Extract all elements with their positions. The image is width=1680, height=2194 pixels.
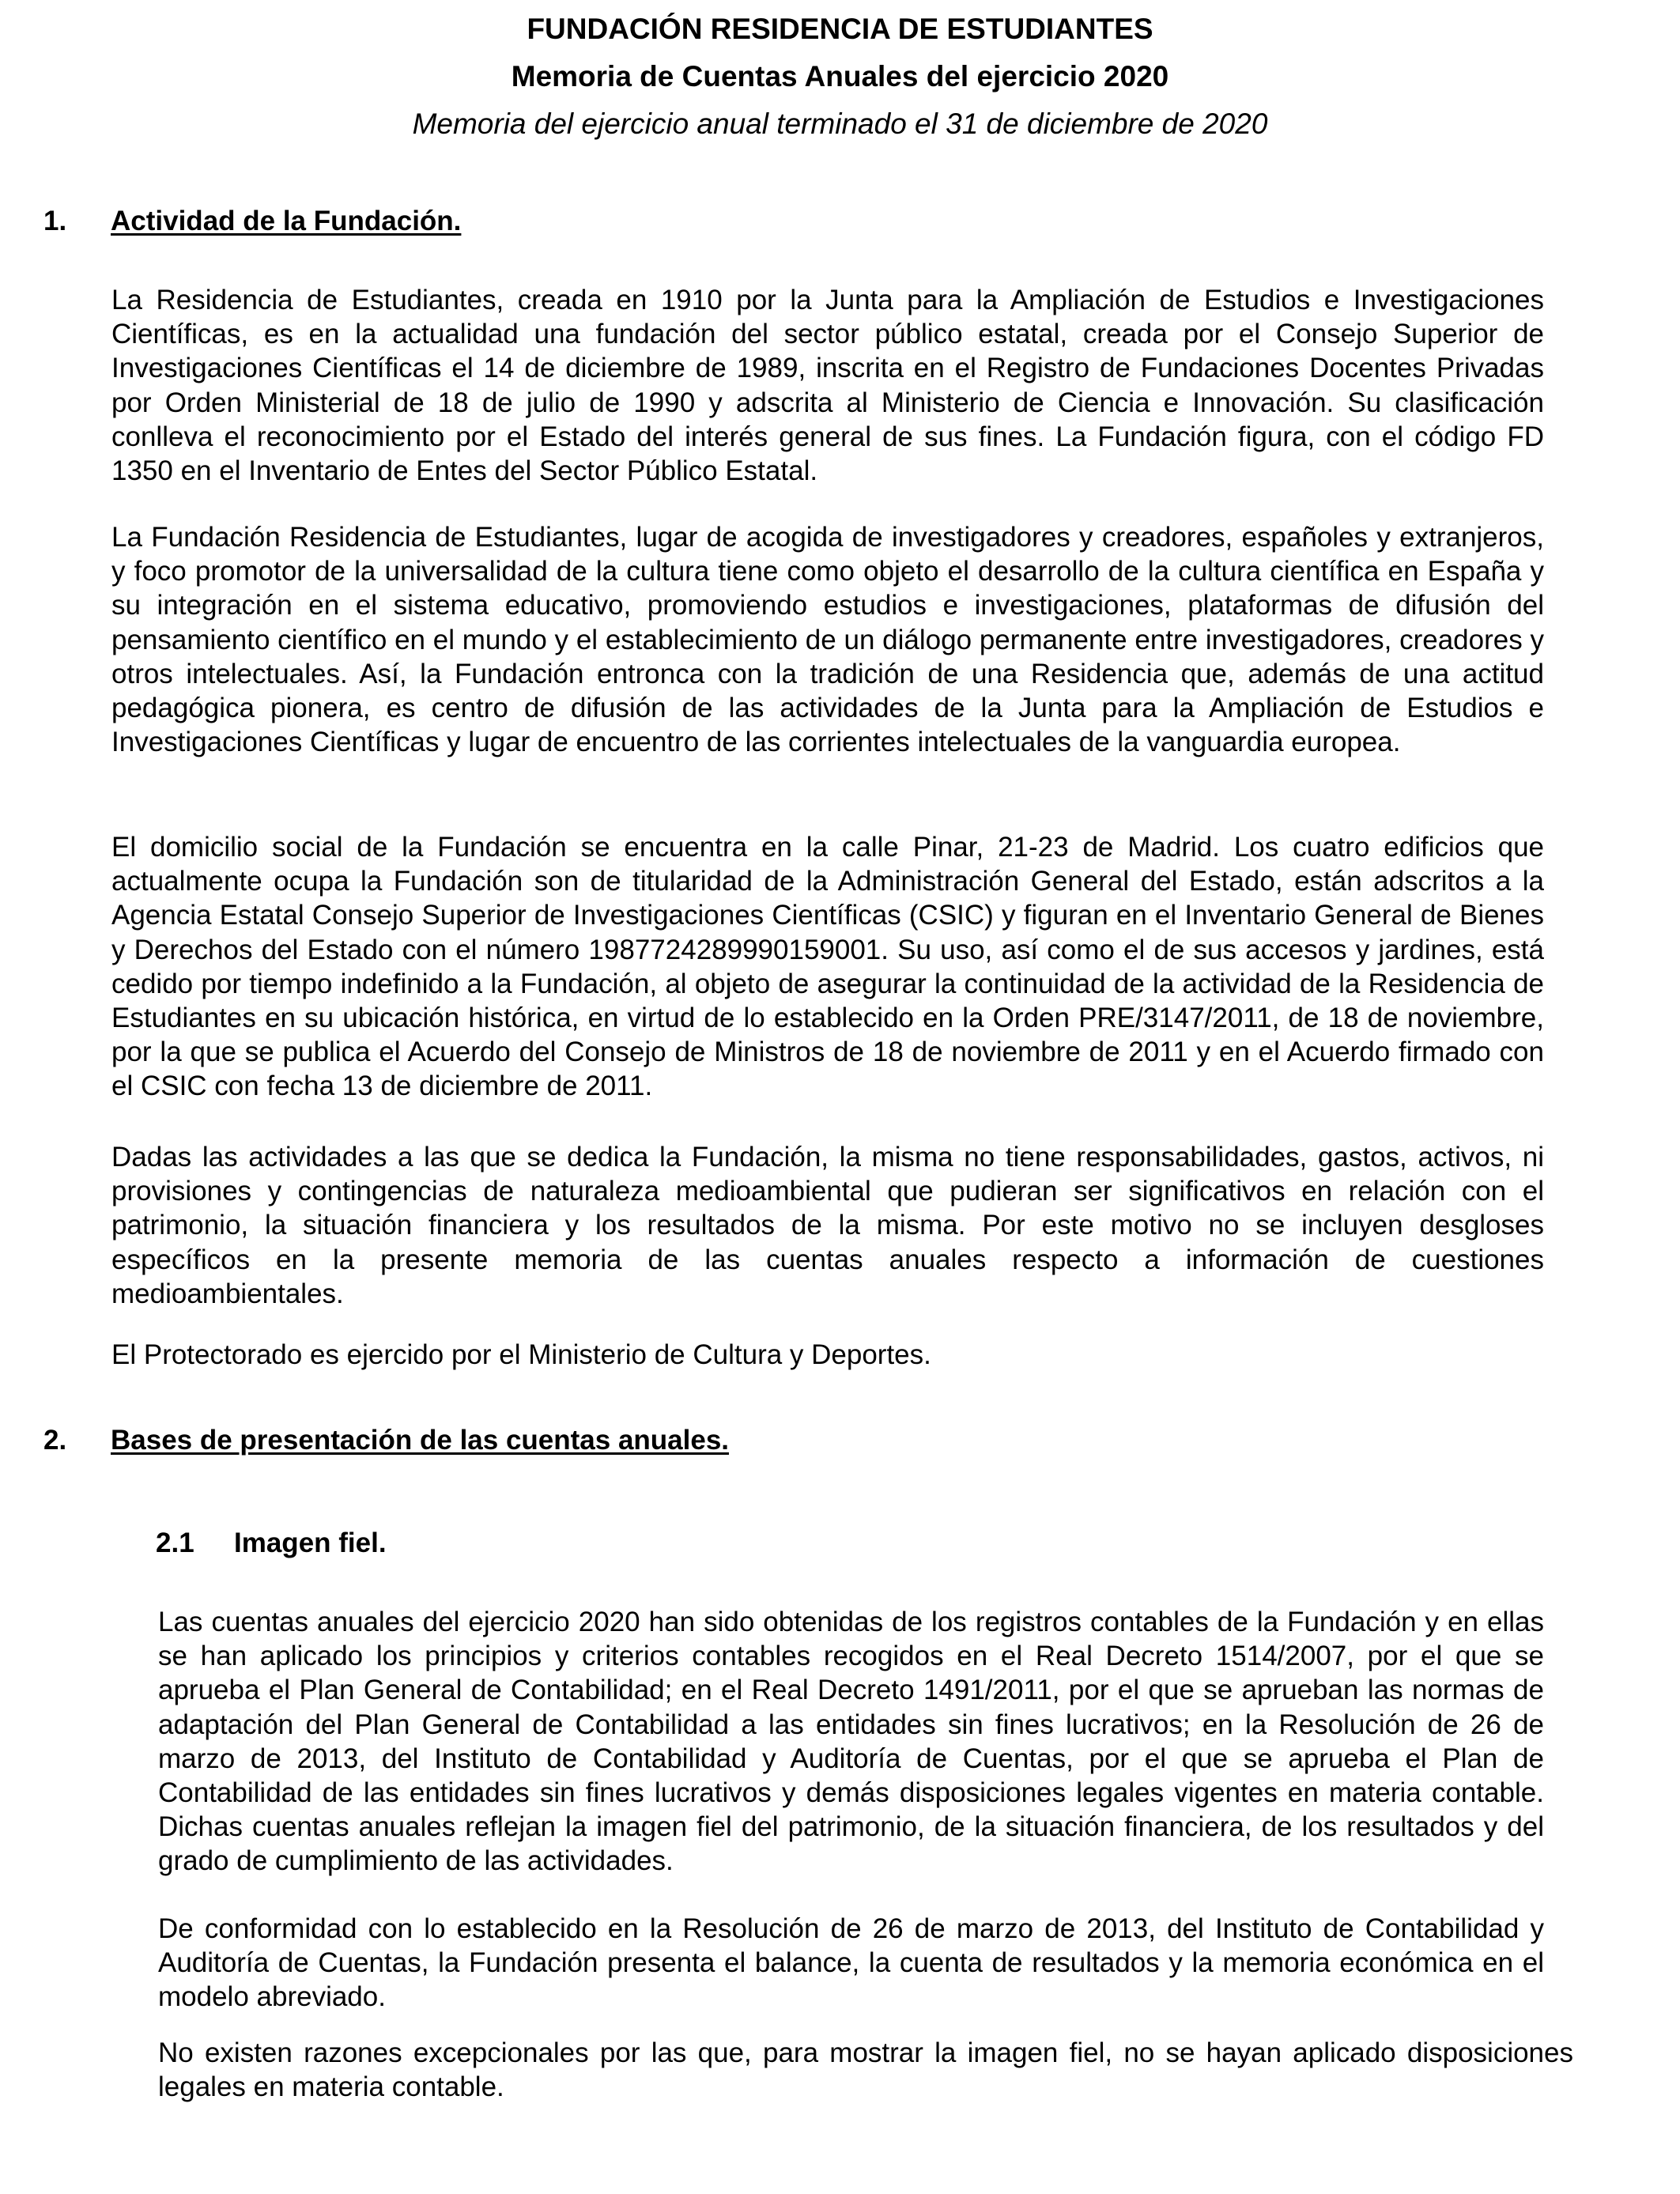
subsection-2-1-title: Imagen fiel. [234,1527,387,1558]
document-title: FUNDACIÓN RESIDENCIA DE ESTUDIANTES [527,13,1153,45]
subsection-2-1-heading [156,1526,387,1561]
subsection-2-1-paragraph-3: No existen razones excepcionales por las que, para mostrar la imagen fiel, no se hayan aplicado disposiciones legales en materia contable. [158,2037,1573,2103]
section-1-paragraph-2: La Fundación Residencia de Estudiantes, lugar de acogida de investigadores y creadores, españoles y extranjeros, y foco promotor de la universalidad de la cultura tiene como objeto el desarrollo de la cultura científica en España y su integración en el sistema educativo, promoviendo estudios e investigaciones, plataformas de difusión del pensamiento científico en el mundo y el establecimiento de un diálogo permanente entre investigadores, creadores y otros intelectuales. Así, la Fundación entronca con la tradición de una Residencia que, además de una actitud pedagógica pionera, es centro de difusión de las actividades de la Junta para la Ampliación de Estudios e Investigaciones Científicas y lugar de encuentro de las corrientes intelectuales de la vanguardia europea. [111,522,1544,758]
section-1-heading [43,204,461,239]
section-1-title: Actividad de la Fundación. [111,206,462,236]
section-1-paragraph-5: El Protectorado es ejercido por el Ministerio de Cultura y Deportes. [111,1339,931,1370]
section-1-paragraph-3: El domicilio social de la Fundación se encuentra en la calle Pinar, 21-23 de Madrid. Los cuatro edificios que actualmente ocupa la Fundación son de titularidad de la Administración General del Estado, están adscritos a la Agencia Estatal Consejo Superior de Investigaciones Científicas (CSIC) y figuran en el Inventario General de Bienes y Derechos del Estado con el número 1987724289990159001. Su uso, así como el de sus accesos y jardines, está cedido por tiempo indefinido a la Fundación, al objeto de asegurar la continuidad de la actividad de la Residencia de Estudiantes en su ubicación histórica, en virtud de lo establecido en la Orden PRE/3147/2011, de 18 de noviembre, por la que se publica el Acuerdo del Consejo de Ministros de 18 de noviembre de 2011 y en el Acuerdo firmado con el CSIC con fecha 13 de diciembre de 2011. [111,832,1544,1102]
section-1-paragraph-4: Dadas las actividades a las que se dedica la Fundación, la misma no tiene responsabilidades, gastos, activos, ni provisiones y contingencias de naturaleza medioambiental que pudieran ser significativos en relación con el patrimonio, la situación financiera y los resultados de la misma. Por este motivo no se incluyen desgloses específicos en la presente memoria de las cuentas anuales respecto a información de cuestiones medioambientales. [111,1142,1544,1309]
section-1-number: 1. [43,206,67,236]
section-2-number: 2. [43,1425,67,1456]
subsection-2-1-paragraph-1: Las cuentas anuales del ejercicio 2020 han sido obtenidas de los registros contables de la Fundación y en ellas se han aplicado los principios y criterios contables recogidos en el Real Decreto 1514/2007, por el que se aprueba el Plan General de Contabilidad; en el Real Decreto 1491/2011, por el que se aprueban las normas de adaptación del Plan General de Contabilidad a las entidades sin fines lucrativos; en la Resolución de 26 de marzo de 2013, del Instituto de Contabilidad y Auditoría de Cuentas, por el que se aprueba el Plan de Contabilidad de las entidades sin fines lucrativos y demás disposiciones legales vigentes en materia contable. Dichas cuentas anuales reflejan la imagen fiel del patrimonio, de la situación financiera, de los resultados y del grado de cumplimiento de las actividades. [158,1607,1544,1877]
section-2-heading [43,1423,729,1458]
section-1-paragraph-1: La Residencia de Estudiantes, creada en 1910 por la Junta para la Ampliación de Estudios e Investigaciones Científicas, es en la actualidad una fundación del sector público estatal, creada por el Consejo Superior de Investigaciones Científicas el 14 de diciembre de 1989, inscrita en el Registro de Fundaciones Docentes Privadas por Orden Ministerial de 18 de julio de 1990 y adscrita al Ministerio de Ciencia e Innovación. Su clasificación conlleva el reconocimiento por el Estado del interés general de sus fines. La Fundación figura, con el código FD 1350 en el Inventario de Entes del Sector Público Estatal. [111,285,1544,487]
subsection-2-1-paragraph-2: De conformidad con lo establecido en la Resolución de 26 de marzo de 2013, del Instituto de Contabilidad y Auditoría de Cuentas, la Fundación presenta el balance, la cuenta de resultados y la memoria económica en el modelo abreviado. [158,1913,1544,2013]
section-2-title: Bases de presentación de las cuentas anuales. [111,1425,730,1456]
document-subtitle: Memoria de Cuentas Anuales del ejercicio 2020 [511,60,1169,93]
document-caption: Memoria del ejercicio anual terminado el 31 de diciembre de 2020 [412,108,1268,140]
subsection-2-1-number: 2.1 [156,1527,194,1558]
